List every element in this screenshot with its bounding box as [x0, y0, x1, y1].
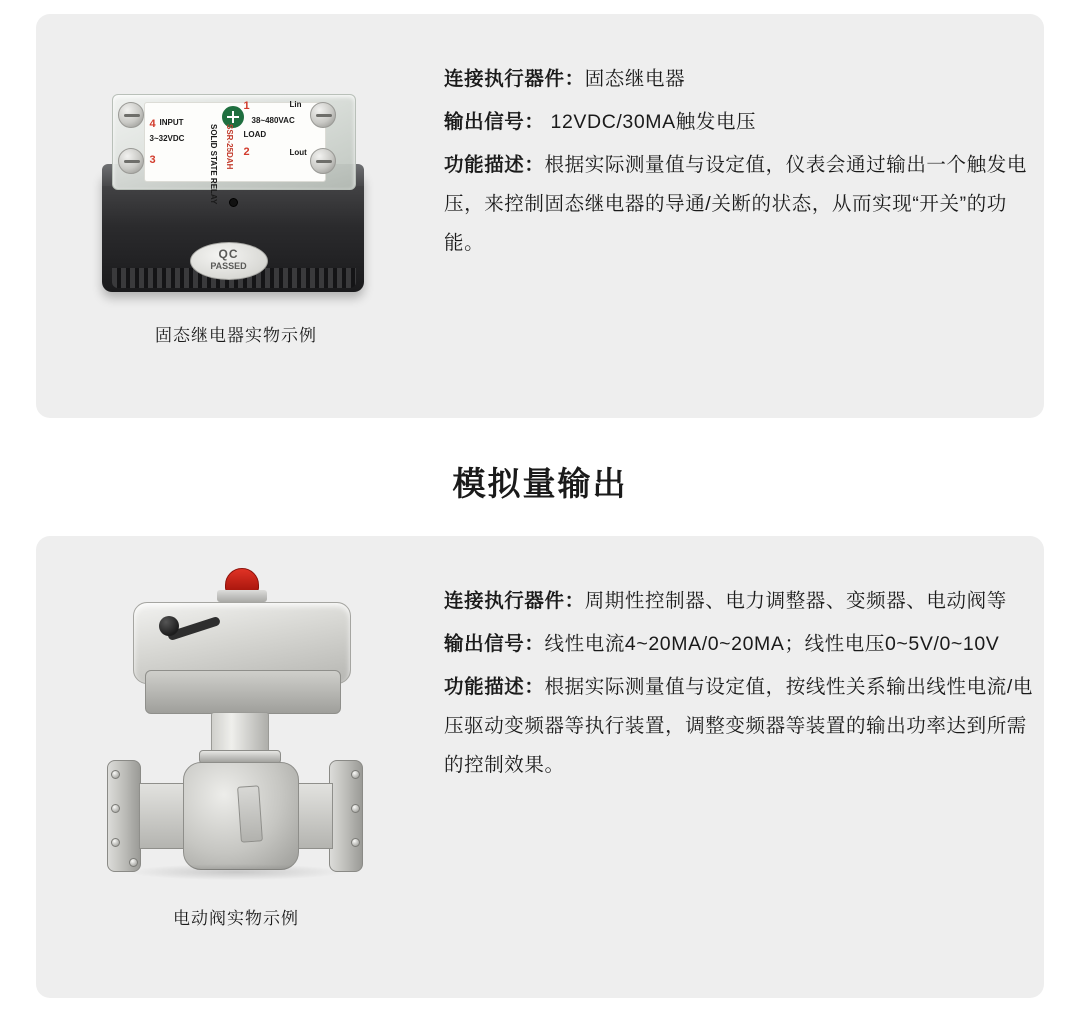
valve-row-function-description-value: 根据实际测量值与设定值，按线性关系输出线性电流/电压驱动变频器等执行装置，调整变频器等装置的输出功率达到所需的控制效果。	[444, 676, 1033, 776]
relay-image-block	[66, 60, 406, 346]
valve-flange-bolt	[351, 804, 360, 813]
valve-flange-bolt	[351, 838, 360, 847]
valve-row-function-description	[444, 668, 1034, 785]
relay-led-indicator	[229, 198, 238, 207]
relay-row-output-signal-label: 输出信号：	[444, 111, 545, 133]
relay-row-function-description	[444, 146, 1034, 263]
relay-row-function-description-value: 根据实际测量值与设定值，仪表会通过输出一个触发电压，来控制固态继电器的导通/关断的状态，从而实现“开关”的功能。	[444, 154, 1027, 254]
valve-handle-knob	[159, 616, 179, 636]
solid-state-relay-illustration	[94, 72, 379, 307]
relay-label-dc-range: 3~32VDC	[149, 134, 185, 143]
relay-row-output-signal-value: 12VDC/30MA触发电压	[544, 111, 757, 133]
relay-label-input: INPUT	[159, 118, 184, 127]
relay-image-caption: 固态继电器实物示例	[155, 326, 317, 345]
valve-flange-bolt	[111, 770, 120, 779]
qc-passed-seal	[190, 242, 268, 280]
relay-terminal-screw	[118, 102, 144, 128]
electric-valve-illustration	[71, 564, 401, 894]
valve-flange-bolt	[351, 770, 360, 779]
relay-label-ac-range: 38~480VAC	[251, 116, 295, 125]
valve-image-block	[56, 556, 416, 929]
relay-row-connected-device-value: 固态继电器	[584, 68, 686, 90]
qc-seal-sub-text: PASSED	[210, 261, 247, 271]
valve-pipe-left	[139, 783, 185, 849]
qc-seal-main-text: QC	[218, 247, 239, 261]
section-heading-analog-output: 模拟量输出	[452, 465, 628, 502]
relay-terminal-screw	[118, 148, 144, 174]
relay-label-type: SOLID STATE RELAY	[208, 124, 218, 205]
valve-text-block	[444, 582, 1034, 789]
valve-row-connected-device	[444, 582, 1034, 621]
relay-label-input-num-4: 4	[149, 118, 156, 130]
valve-row-output-signal	[444, 625, 1034, 664]
valve-flange-bolt	[111, 804, 120, 813]
valve-shadow	[131, 864, 341, 880]
relay-label-load-out: Lout	[289, 148, 307, 157]
valve-actuator-lower-housing	[145, 670, 341, 714]
valve-row-function-description-label: 功能描述：	[444, 676, 545, 698]
relay-terminal-screw	[310, 148, 336, 174]
valve-image-caption: 电动阀实物示例	[173, 909, 299, 928]
relay-label-model: SSR-25DAH	[224, 124, 234, 170]
relay-row-connected-device	[444, 60, 1034, 99]
relay-label-load: LOAD	[243, 130, 267, 139]
relay-label-load-in: Lin	[289, 100, 302, 109]
relay-row-connected-device-label: 连接执行器件：	[444, 68, 585, 90]
valve-flange-bolt	[111, 838, 120, 847]
valve-position-indicator	[225, 568, 259, 592]
relay-label-load-out-num: 2	[243, 146, 250, 158]
valve-row-connected-device-label: 连接执行器件：	[444, 590, 585, 612]
valve-indicator-base	[217, 590, 267, 602]
relay-terminal-screw	[310, 102, 336, 128]
relay-text-block	[444, 60, 1034, 267]
relay-label-input-num-3: 3	[149, 154, 156, 166]
valve-row-output-signal-label: 输出信号：	[444, 633, 545, 655]
valve-row-connected-device-value: 周期性控制器、电力调整器、变频器、电动阀等	[584, 590, 1007, 612]
relay-row-output-signal	[444, 103, 1034, 142]
valve-nameplate-tag	[237, 785, 263, 842]
relay-label-in-plus: 1	[243, 100, 250, 112]
valve-row-output-signal-value: 线性电流4~20MA/0~20MA；线性电压0~5V/0~10V	[544, 633, 1000, 655]
relay-row-function-description-label: 功能描述：	[444, 154, 545, 176]
